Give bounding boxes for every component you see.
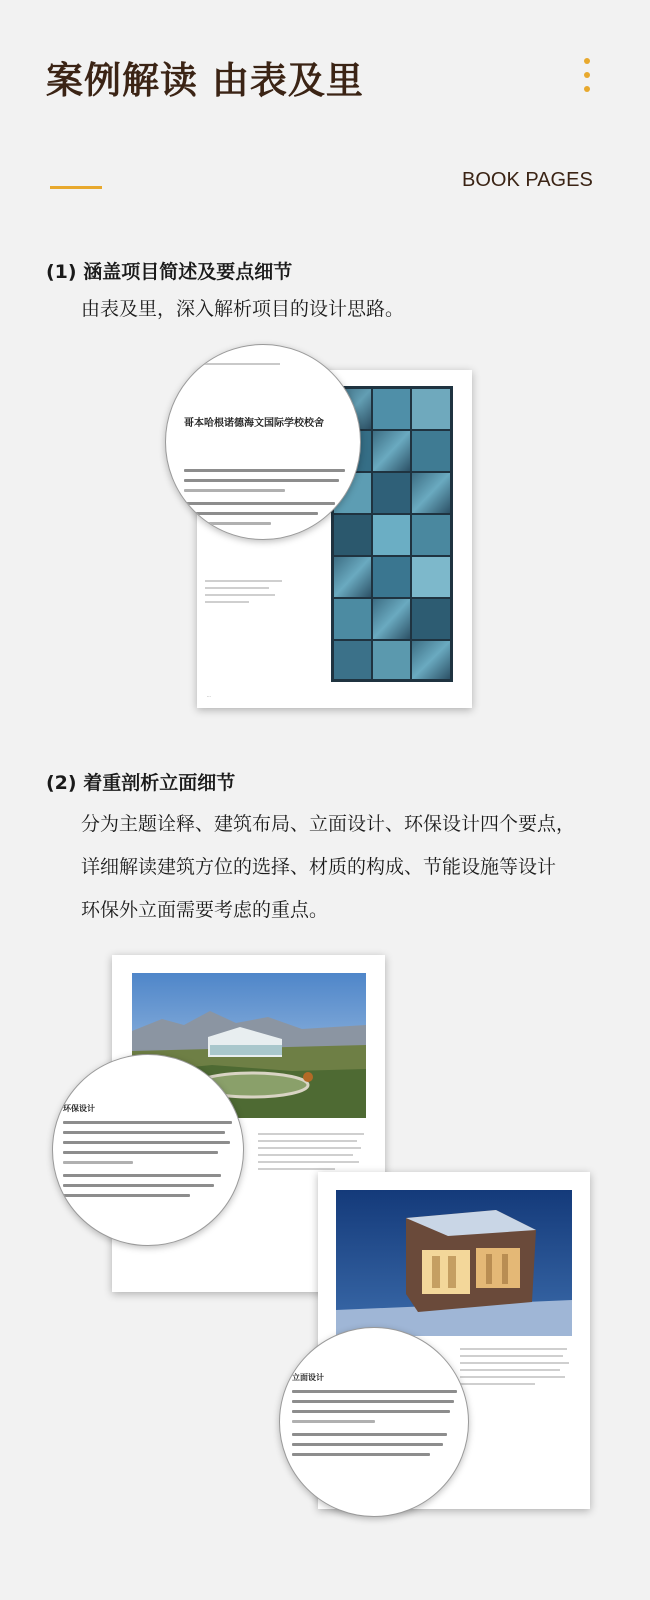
page2b-text-lines <box>460 1348 574 1390</box>
magnified-body-text-3 <box>292 1390 464 1463</box>
section2-line-3: 环保外立面需要考虑的重点。 <box>81 899 329 921</box>
page-title: 案例解读 由表及里 <box>46 59 364 102</box>
section2-line-1: 分为主题诠释、建筑布局、立面设计、环保设计四个要点， <box>81 813 576 835</box>
more-menu-icon[interactable] <box>582 58 592 92</box>
accent-divider <box>50 186 102 189</box>
night-building-photo <box>336 1190 572 1336</box>
magnified-body-text-2 <box>63 1121 239 1204</box>
page1-text-lines <box>205 580 315 608</box>
section-subtitle: BOOK PAGES <box>462 169 593 191</box>
page2a-text-lines <box>258 1133 368 1175</box>
section2-line-2: 详细解读建筑方位的选择、材质的构成、节能设施等设计 <box>81 856 557 878</box>
page1-project-title: 哥本哈根诺德海文国际学校校舍 <box>184 418 324 429</box>
magnifier-circle-1 <box>165 344 361 540</box>
page2a-section-heading: 环保设计 <box>63 1104 95 1113</box>
section2-heading: (2) 着重剖析立面细节 <box>46 772 236 794</box>
magnified-body-text-1 <box>184 469 352 532</box>
magnifier-circle-3 <box>279 1327 469 1517</box>
page-number: ··· <box>207 694 211 699</box>
section1-heading: (1) 涵盖项目简述及要点细节 <box>46 261 293 283</box>
magnifier-circle-2 <box>52 1054 244 1246</box>
section1-description: 由表及里，深入解析项目的设计思路。 <box>81 298 405 320</box>
page2b-section-heading: 立面设计 <box>292 1373 324 1382</box>
